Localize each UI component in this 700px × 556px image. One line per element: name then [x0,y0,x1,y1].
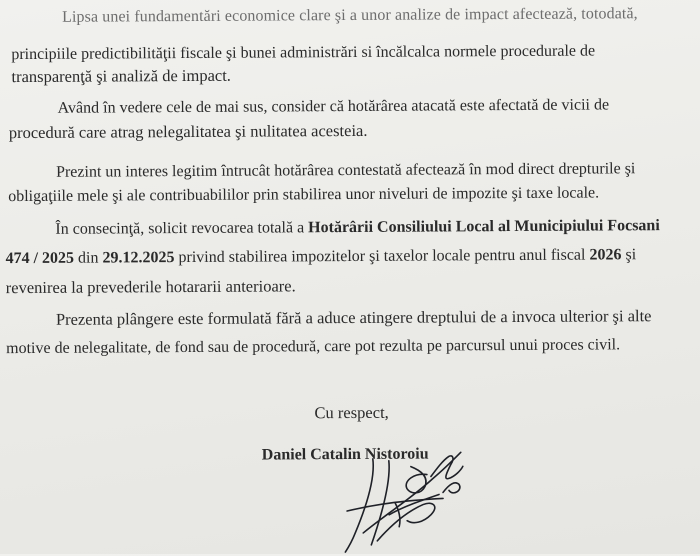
decision-title: Hotărârii Consiliului Local al Municipiului Focsani [308,217,660,237]
text-line: revenirea la prevederile hotararii anterioare. [5,276,296,298]
text-line: motive de nelegalitate, de fond sau de procedură, care pot rezulta pe parcursul unui proces civil. [6,336,621,358]
decision-date: 29.12.2025 [102,249,175,267]
text-fragment: şi [621,246,637,264]
request-intro: În consecinţă, solicit revocarea totală a [55,219,309,238]
text-line [55,216,659,240]
fiscal-year: 2026 [589,246,622,264]
text-line: transparenţă şi analiză de impact. [11,65,231,87]
text-fragment: din [73,249,103,267]
text-line: obligaţiile mele şi ale contribuabililor prin stabilirea unor niveluri de impozite şi taxe locale. [8,184,600,206]
text-line: principiile predictibilităţii fiscale şi bunei administrări si încălcalca normele procedurale de [11,42,596,64]
text-fragment: privind stabilirea impozitelor şi taxelor locale pentru anul fiscal [174,246,590,267]
text-line [6,245,637,269]
text-line: Având în vedere cele de mai sus, consider că hotărârea atacată este afectată de vicii de [57,96,610,117]
text-line: Prezint un interes legitim întrucât hotărârea contestată afectează în mod direct drepturile şi [55,160,636,181]
text-line: Lipsa unei fundamentări economice clare şi a unor analize de impact afectează, totodată, [62,5,638,26]
handwritten-signature [303,414,504,554]
signatory-name: Daniel Catalin Nistoroiu [261,445,429,464]
text-line: Prezenta plângere este formulată fără a aduce atingere dreptului de a invoca ulterior şi alte [55,306,652,329]
paragraph-impact [0,0,700,87]
text-line: procedură care atrag nelegalitatea şi nulitatea acesteia. [8,120,368,143]
decision-number: 474 / 2025 [5,249,75,268]
closing-salutation: Cu respect, [314,402,389,423]
